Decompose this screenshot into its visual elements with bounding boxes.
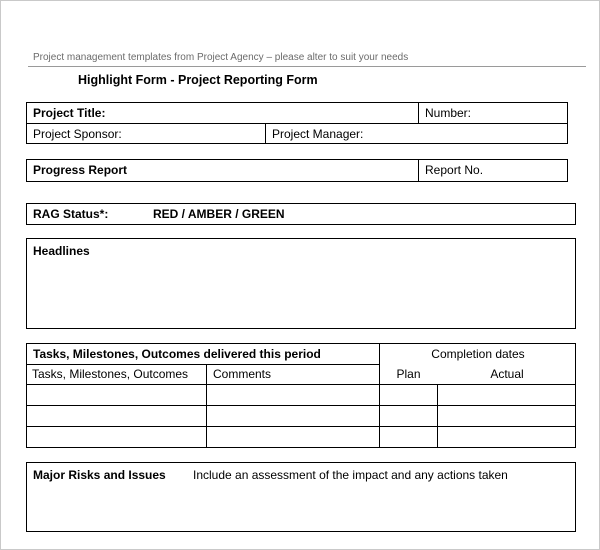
table-row-task-cell[interactable] [32,409,202,423]
project-sponsor-label: Project Sponsor: [33,127,122,141]
tasks-row-divider [26,405,576,406]
project-manager-label: Project Manager: [272,127,364,141]
completion-dates-heading: Completion dates [431,347,525,361]
project-number-label: Number: [425,106,472,120]
headlines-label: Headlines [33,244,90,258]
table-row-actual-cell[interactable] [442,388,572,402]
table-row-comment-cell[interactable] [213,388,375,402]
major-risks-instruction: Include an assessment of the impact and any actions taken [193,468,508,482]
tasks-heading: Tasks, Milestones, Outcomes delivered this period [33,347,321,361]
progress-report-label: Progress Report [33,163,128,177]
report-no-divider [418,159,419,182]
header-note: Project management templates from Project Agency – please alter to suit your needs [33,52,409,63]
form-title: Highlight Form - Project Reporting Form [78,73,318,87]
table-row-task-cell[interactable] [32,430,202,444]
comments-column-divider [206,364,207,448]
table-row-actual-cell[interactable] [442,409,572,423]
tasks-column-header: Tasks, Milestones, Outcomes [32,367,189,381]
actual-column-header: Actual [490,367,524,381]
headlines-section [26,238,576,329]
table-row-plan-cell[interactable] [384,409,434,423]
project-number-divider [418,102,419,124]
plan-actual-divider [437,384,438,448]
tasks-row-divider [26,426,576,427]
plan-column-header: Plan [396,367,421,381]
tasks-header-divider [26,364,380,365]
rag-status-section [26,203,576,225]
table-row-task-cell[interactable] [32,388,202,402]
project-title-label: Project Title: [33,106,106,120]
major-risks-label: Major Risks and Issues [33,468,166,482]
project-manager-divider [265,123,266,144]
table-row-comment-cell[interactable] [213,430,375,444]
comments-column-header: Comments [213,367,272,381]
tasks-subheader-divider [26,384,576,385]
header-divider [28,66,586,67]
rag-status-options: RED / AMBER / GREEN [153,207,285,221]
table-row-actual-cell[interactable] [442,430,572,444]
table-row-plan-cell[interactable] [384,430,434,444]
report-no-label: Report No. [425,163,484,177]
rag-status-label: RAG Status*: [33,207,109,221]
table-row-comment-cell[interactable] [213,409,375,423]
project-row-divider [26,123,568,124]
table-row-plan-cell[interactable] [384,388,434,402]
